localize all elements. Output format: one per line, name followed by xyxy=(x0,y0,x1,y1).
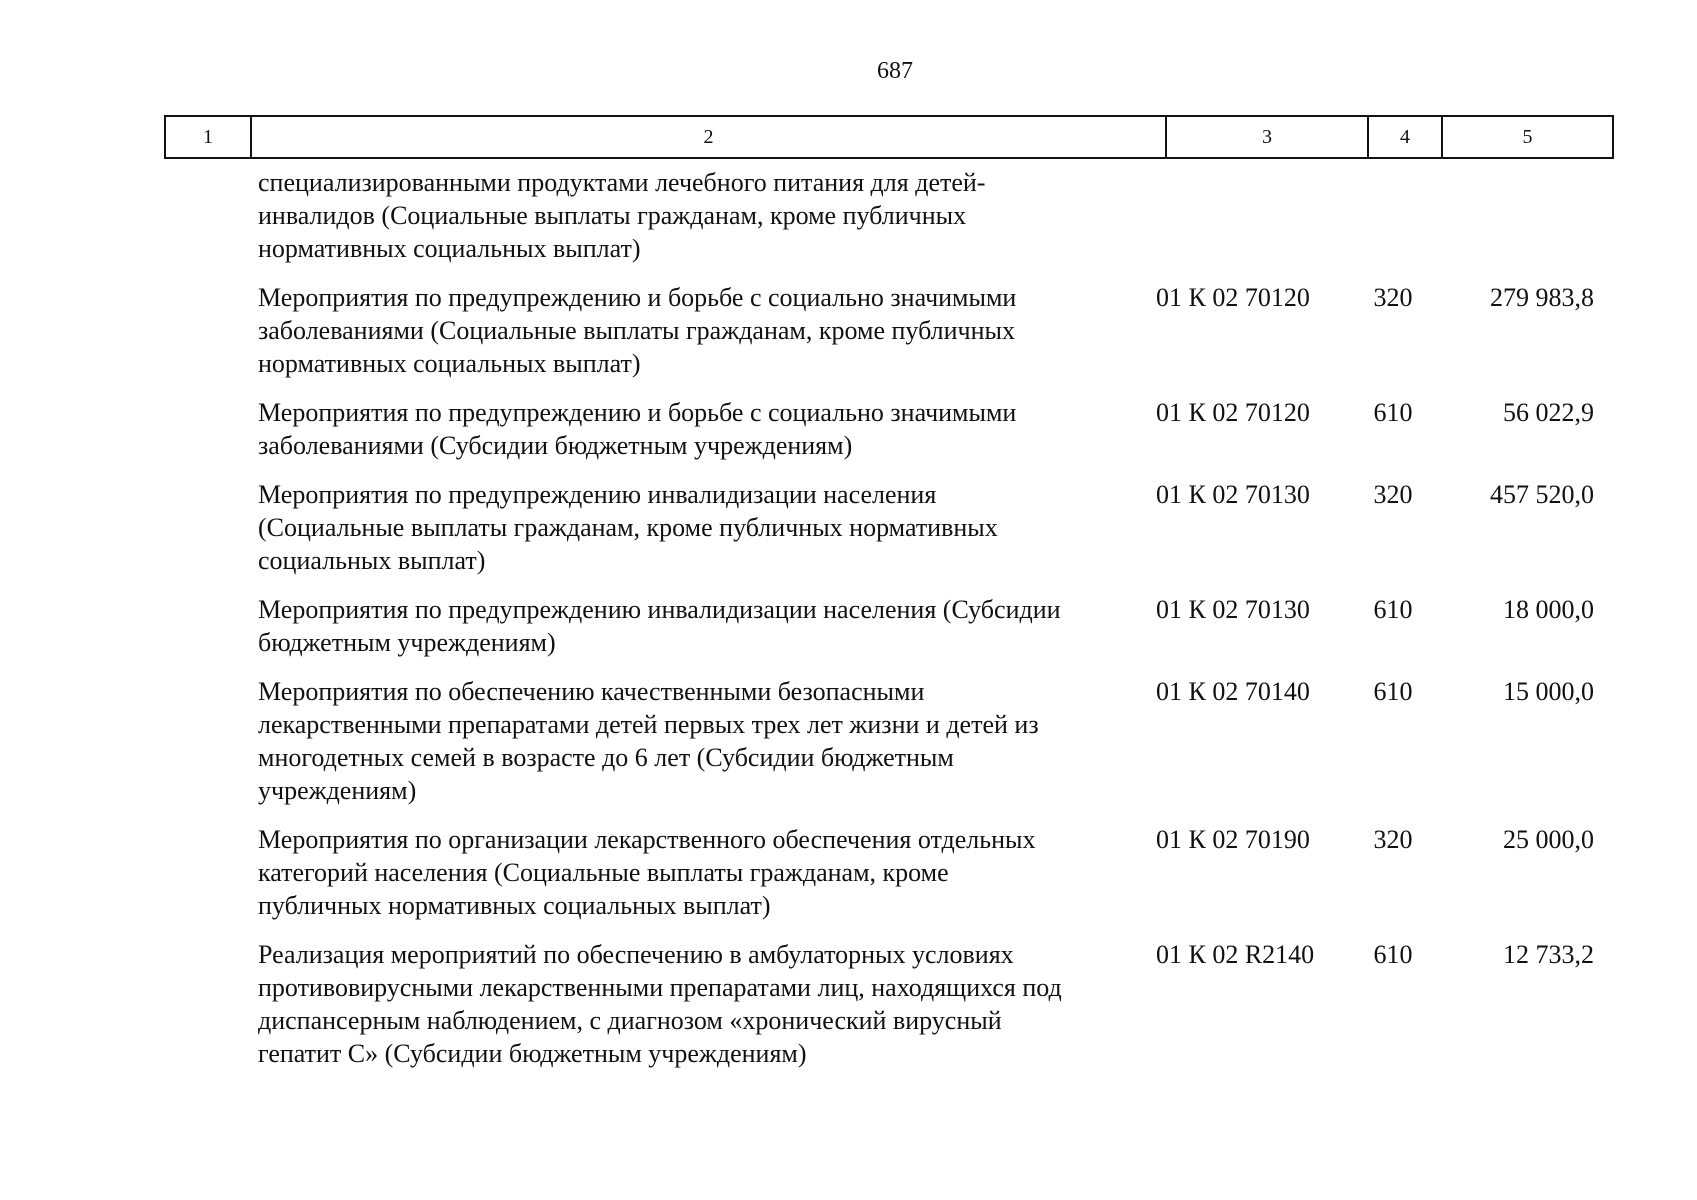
row-description: специализированными продуктами лечебного питания для детей- инвалидов (Социальные выплаты гражданам, кроме публичных нормативных социальных выплат) xyxy=(258,168,986,263)
table-body xyxy=(164,166,1612,1086)
row-code: 01 К 02 70130 xyxy=(1156,480,1310,509)
row-description: Мероприятия по предупреждению инвалидизации населения (Социальные выплаты гражданам, кроме публичных нормативных социальных выплат) xyxy=(258,480,998,575)
table-row xyxy=(164,166,1612,265)
table-row xyxy=(164,938,1612,1070)
row-type: 610 xyxy=(1373,595,1413,624)
row-description: Мероприятия по предупреждению и борьбе с социально значимыми заболеваниями (Субсидии бюджетным учреждениям) xyxy=(258,398,1017,460)
row-amount: 279 983,8 xyxy=(1490,283,1594,312)
row-code: 01 К 02 70120 xyxy=(1156,398,1310,427)
row-description: Реализация мероприятий по обеспечению в амбулаторных условиях противовирусными лекарственными препаратами лиц, находящихся под диспансерным наблюдением, с диагнозом «хронический вирусный гепатит С» (Субсидии бюджетным учреждениям) xyxy=(258,940,1062,1068)
row-description: Мероприятия по организации лекарственного обеспечения отдельных категорий населения (Социальные выплаты гражданам, кроме публичных нормативных социальных выплат) xyxy=(258,825,1036,920)
table-row xyxy=(164,396,1612,462)
row-description: Мероприятия по обеспечению качественными безопасными лекарственными препаратами детей первых трех лет жизни и детей из многодетных семей в возрасте до 6 лет (Субсидии бюджетным учреждениям) xyxy=(258,677,1039,805)
row-amount: 56 022,9 xyxy=(1503,398,1594,427)
row-amount: 457 520,0 xyxy=(1490,480,1594,509)
row-code: 01 К 02 70190 xyxy=(1156,825,1310,854)
row-description: Мероприятия по предупреждению и борьбе с социально значимыми заболеваниями (Социальные выплаты гражданам, кроме публичных нормативных социальных выплат) xyxy=(258,283,1017,378)
row-type: 320 xyxy=(1373,480,1413,509)
row-amount: 25 000,0 xyxy=(1503,825,1594,854)
row-type: 610 xyxy=(1373,677,1413,706)
column-header-3: 3 xyxy=(1166,116,1368,158)
column-header-2: 2 xyxy=(251,116,1166,158)
row-description: Мероприятия по предупреждению инвалидизации населения (Субсидии бюджетным учреждениям) xyxy=(258,595,1061,657)
column-header-1: 1 xyxy=(165,116,251,158)
table-row xyxy=(164,823,1612,922)
column-header-table xyxy=(164,115,1614,159)
column-header-5: 5 xyxy=(1442,116,1613,158)
table-row xyxy=(164,281,1612,380)
table-row xyxy=(164,478,1612,577)
row-amount: 15 000,0 xyxy=(1503,677,1594,706)
column-header-4: 4 xyxy=(1368,116,1442,158)
row-code: 01 К 02 70130 xyxy=(1156,595,1310,624)
row-type: 610 xyxy=(1373,398,1413,427)
column-header-row xyxy=(165,116,1613,158)
row-code: 01 К 02 70120 xyxy=(1156,283,1310,312)
table-row xyxy=(164,593,1612,659)
row-amount: 12 733,2 xyxy=(1503,940,1594,969)
row-type: 320 xyxy=(1373,283,1413,312)
row-type: 610 xyxy=(1373,940,1413,969)
row-type: 320 xyxy=(1373,825,1413,854)
table-row xyxy=(164,675,1612,807)
row-code: 01 К 02 R2140 xyxy=(1156,940,1315,969)
row-code: 01 К 02 70140 xyxy=(1156,677,1310,706)
row-type xyxy=(1356,166,1430,265)
row-amount: 18 000,0 xyxy=(1503,595,1594,624)
page-number: 687 xyxy=(877,58,913,84)
row-code xyxy=(1154,166,1356,265)
row-amount xyxy=(1430,166,1602,265)
